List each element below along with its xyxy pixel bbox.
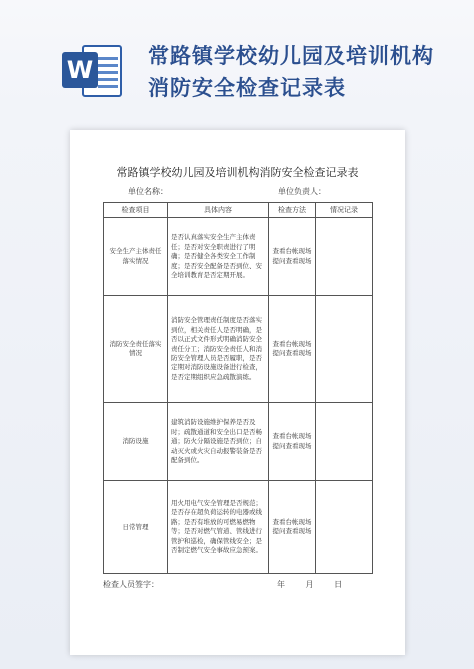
record-cell xyxy=(316,481,373,574)
check-method: 查看台帐现场提问查看现场 xyxy=(269,481,316,574)
table-row xyxy=(104,403,373,481)
record-cell xyxy=(316,403,373,481)
check-item: 消防安全责任落实情况 xyxy=(104,296,168,403)
inspection-table xyxy=(103,202,373,574)
document-page xyxy=(70,130,405,655)
table-row xyxy=(104,481,373,574)
page-header xyxy=(0,0,474,125)
check-content: 用火用电气安全管理是否规范；是否存在超负荷运转的电器或线路；是否有堆放的可燃易燃物等；是否对燃气管道、管线进行管护和巡检，确保管线安全；是否制定燃气安全事故应急预案。 xyxy=(168,481,269,574)
column-header: 检查项目 xyxy=(104,203,168,218)
inspector-signature-label: 检查人员签字： xyxy=(103,580,159,589)
word-badge: W xyxy=(62,52,98,88)
check-method: 查看台帐现场提问查看现场 xyxy=(269,403,316,481)
document-title: 常路镇学校幼儿园及培训机构消防安全检查记录表 xyxy=(116,166,359,179)
check-item: 安全生产主体责任落实情况 xyxy=(104,218,168,296)
table-row xyxy=(104,296,373,403)
check-method: 查看台帐现场提问查看现场 xyxy=(269,218,316,296)
responsible-person-label: 单位负责人： xyxy=(278,187,326,196)
check-item: 日常管理 xyxy=(104,481,168,574)
table-row xyxy=(104,218,373,296)
word-document-icon xyxy=(62,42,124,100)
table-header-row xyxy=(104,203,373,218)
column-header: 情况记录 xyxy=(316,203,373,218)
check-content: 消防安全管理责任制度是否落实到位，相关责任人是否明确，是否以正式文件形式明确消防安全责任分工；消防安全责任人和消防安全管理人员是否履职，是否定期对消防设施设备进行检查，是否定期组织应急疏散演练。 xyxy=(168,296,269,403)
unit-name-label: 单位名称： xyxy=(128,187,168,196)
header-title-line2: 消防安全检查记录表 xyxy=(148,76,346,100)
check-item: 消防设施 xyxy=(104,403,168,481)
column-header: 检查方法 xyxy=(269,203,316,218)
record-cell xyxy=(316,218,373,296)
check-content: 是否认真落实安全生产主体责任；是否对安全职责进行了明确；是否健全各类安全工作制度；是否安全配备是否到位、安全培训教育是否定期开展。 xyxy=(168,218,269,296)
record-cell xyxy=(316,296,373,403)
date-label: 年 月 日 xyxy=(277,580,343,589)
check-method: 查看台帐现场提问查看现场 xyxy=(269,296,316,403)
column-header: 具体内容 xyxy=(168,203,269,218)
header-title-line1: 常路镇学校幼儿园及培训机构 xyxy=(148,44,434,68)
check-content: 建筑消防设施维护保养是否及时；疏散通道和安全出口是否畅通；防火分隔设施是否到位；自动灭火或火灾自动报警装备是否配备到位。 xyxy=(168,403,269,481)
